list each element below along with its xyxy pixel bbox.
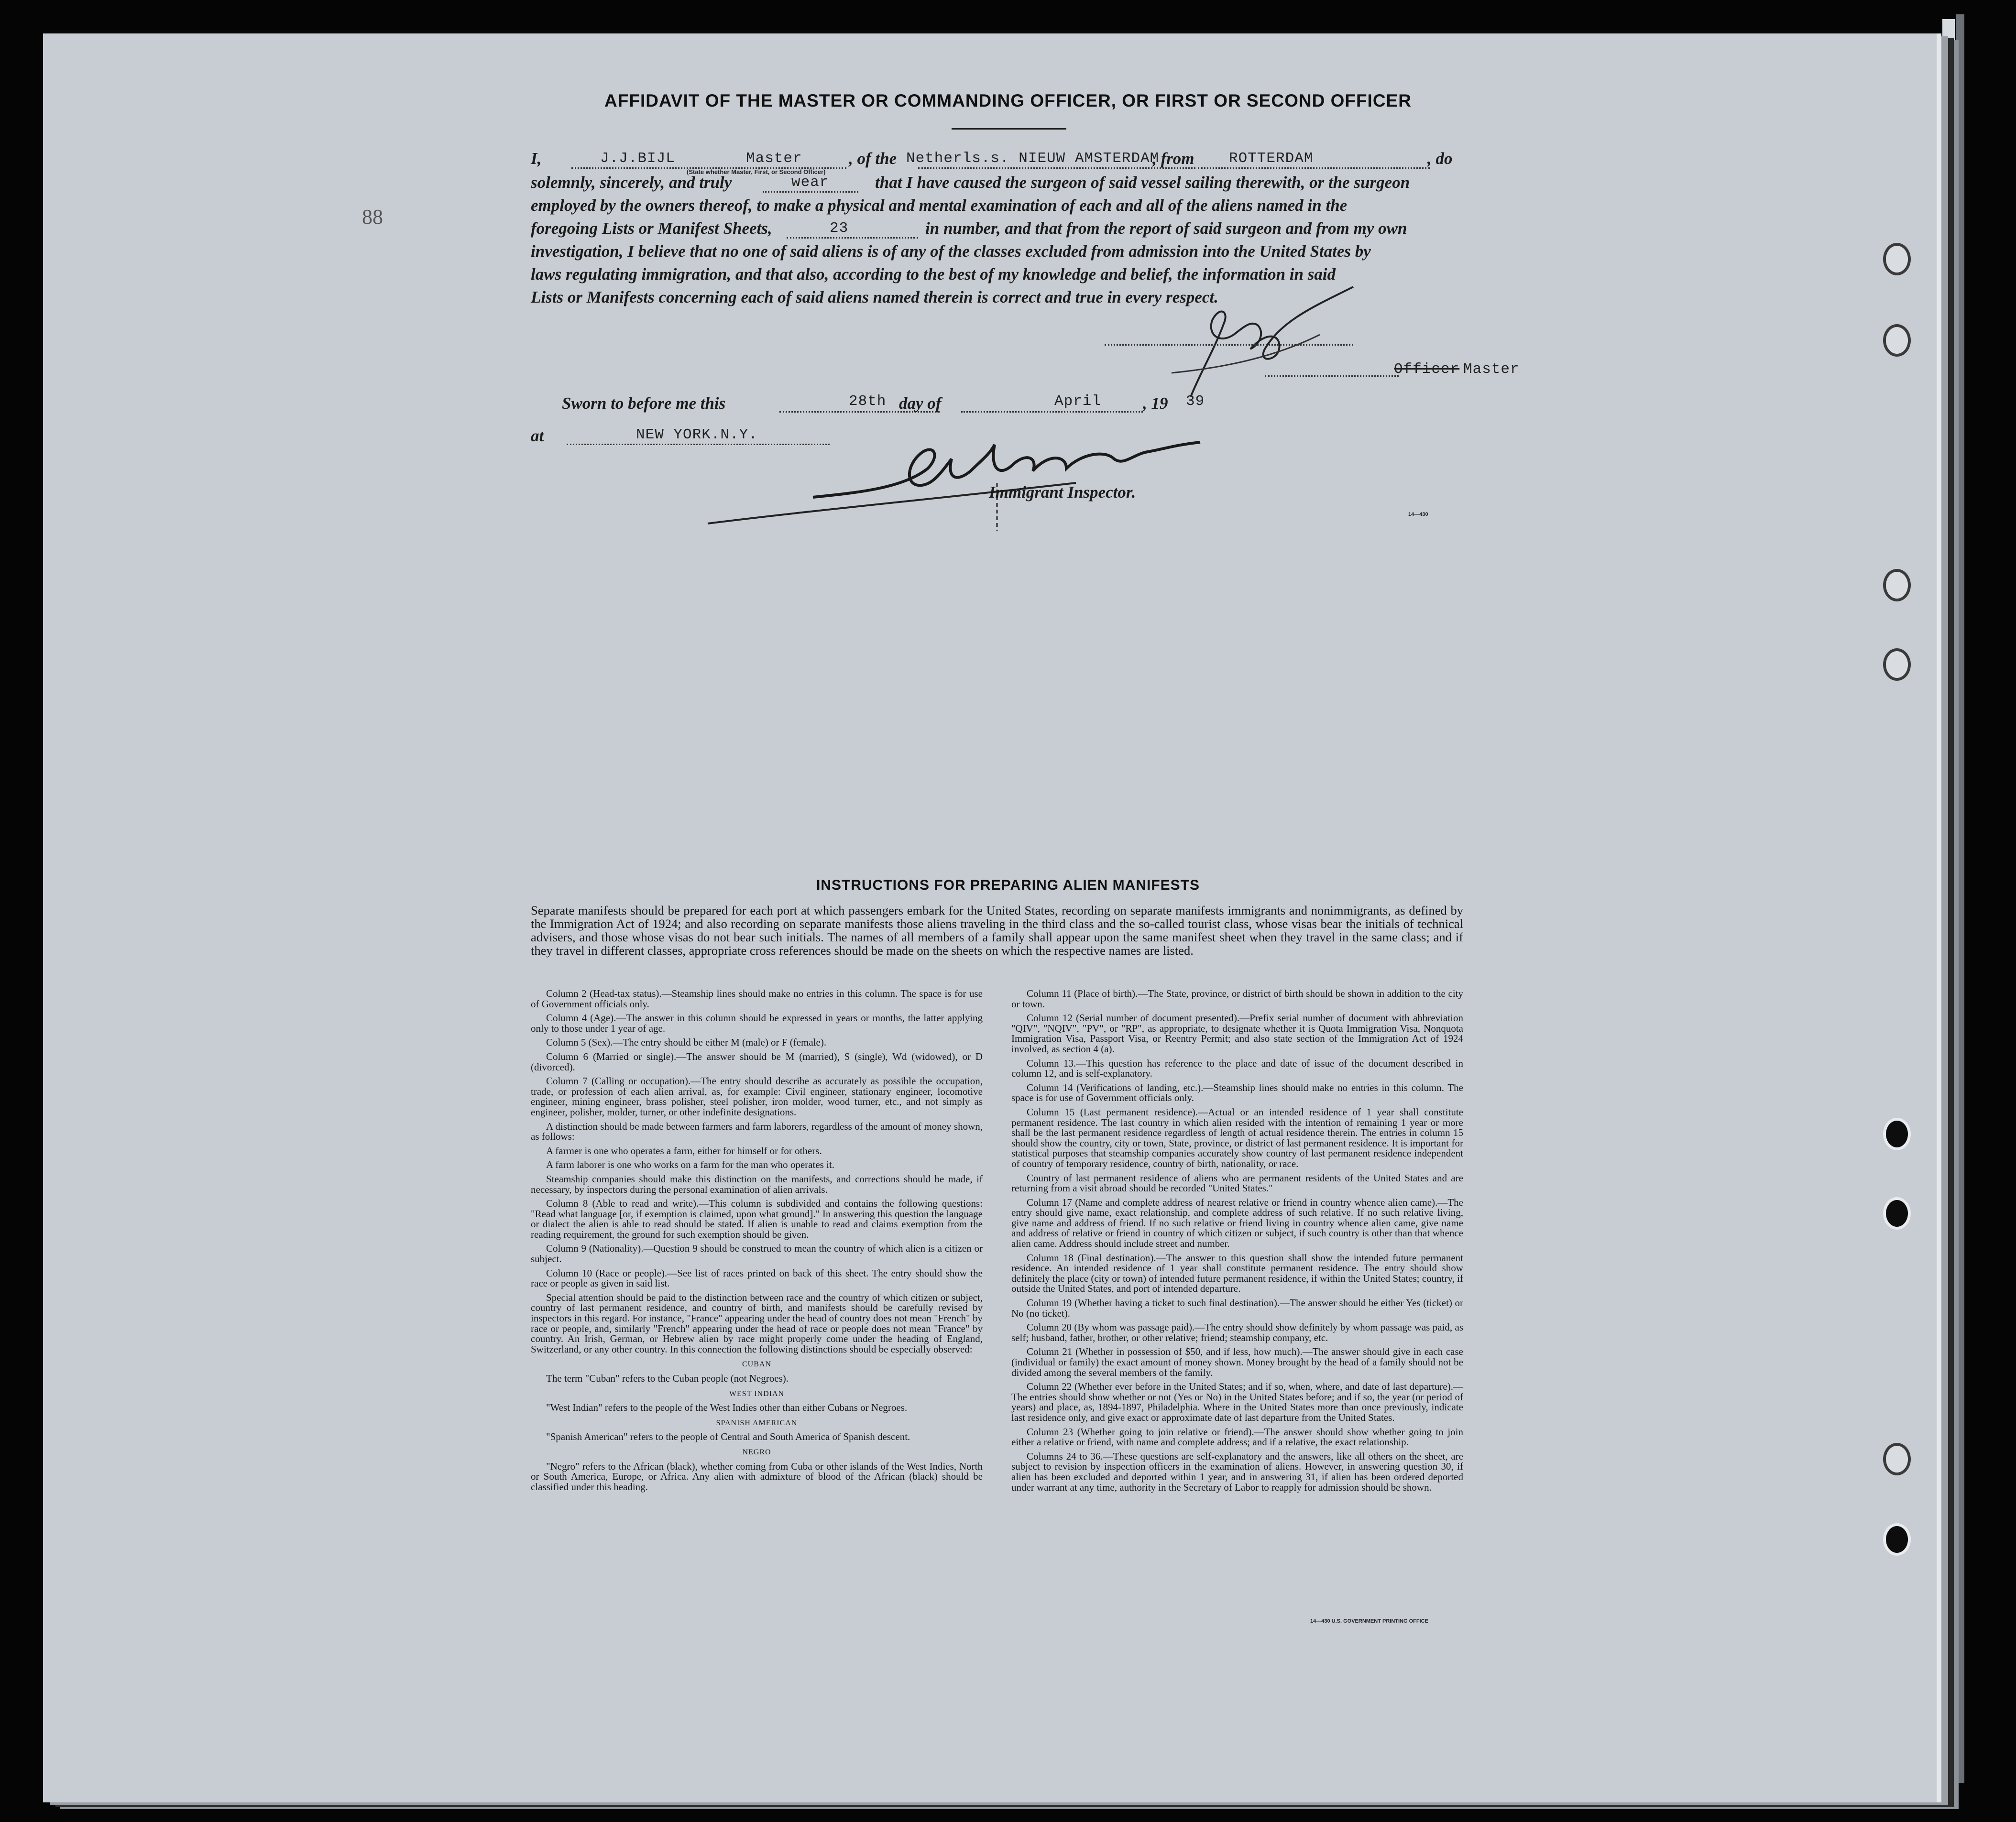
instructions-intro: Separate manifests should be prepared for each port at which passengers embark for the United States, recording on separate manifests immigrants and nonimmigrants, as defined by the Immigration Act of 1924; and also recording on separate manifests those aliens traveling in the third class and the so-called tourist class, whose visas bear the initials of technical advisers, and those whose visas do not bear such initials. The names of all members of a family shall appear upon the same manifest sheet when they travel in the same class; and if they travel in different classes, appropriate cross references should be made on the sheets on which the respective names are listed.: [531, 903, 1463, 958]
right-paragraph: Column 22 (Whether ever before in the United States; and if so, when, where, and date of last departure).—The entries should show whether or not (Yes or No) in the United States before; and if so, the year (or period of years) and place, as, 1894-1897, Philadelphia. Where in the United States more than once previously, indicate last residence only, and give exact or approximate date of last departure from the United States.: [1011, 1381, 1463, 1423]
left-paragraph: Column 8 (Able to read and write).—This column is subdivided and contains the following questions: "Read what language [or, if exemption is claimed, upon what ground]." In answering this question the language or dialect the alien is able to read should be stated. If alien is unable to read and claims exemption from the reading requirement, the ground for such exemption should be given.: [531, 1198, 983, 1240]
rank-note: (State whether Master, First, or Second Officer): [687, 168, 826, 175]
right-paragraph: Country of last permanent residence of aliens who are permanent residents of the United States and are returning from a visit abroad should be recorded "United States.": [1011, 1172, 1463, 1194]
officer-struck: Officer: [1394, 361, 1460, 378]
title-rule: [952, 128, 1066, 130]
right-paragraph: Column 20 (By whom was passage paid).—The entry should show definitely by whom passage was paid, as self; husband, father, brother, or other relative; friend; steamship company, etc.: [1011, 1321, 1463, 1343]
right-paragraph: Column 11 (Place of birth).—The State, province, or district of birth should be shown in addition to the city or town.: [1011, 988, 1463, 1010]
affidavit-line2a: solemnly, sincerely, and truly: [531, 173, 732, 192]
right-paragraph: Column 17 (Name and complete address of nearest relative or friend in country whence alien came).—The entry should give name, exact relationship, and complete address of such relative. If no such relative living, give name and address of friend. If no such relative or friend living in country whence alien came, give name and address of relative or friend in country of which citizen or subject, if such country is other than that whence alien came. Address should include street and number.: [1011, 1196, 1463, 1250]
month-line: [961, 411, 1143, 413]
cuban-heading: CUBAN: [742, 1360, 771, 1369]
right-paragraph: Column 12 (Serial number of document presented).—Prefix serial number of document with abbreviation "QIV", "NQIV", "PV", or "RP", as appropriate, to designate whether it is Quota Immigration Visa, Nonquota Immigration Visa, Passport Visa, or Reentry Permit; and also state section of the Immigration Act of 1924 involved, as section 4 (a).: [1011, 1012, 1463, 1055]
left-paragraph: A farm laborer is one who works on a farm for the man who operates it.: [546, 1159, 834, 1171]
affidavit-i: I,: [531, 149, 542, 168]
cuban-paragraph: The term "Cuban" refers to the Cuban people (not Negroes).: [546, 1373, 789, 1384]
instructions-left-column: [531, 989, 983, 1496]
punch-hole: [1883, 1118, 1911, 1150]
sheets-line: [787, 237, 918, 239]
affidavit-line3: employed by the owners thereof, to make a physical and mental examination of each and all of the aliens named in the: [531, 196, 1348, 215]
inspector-label: Immigrant Inspector.: [989, 483, 1136, 502]
left-paragraph: Column 10 (Race or people).—See list of races printed on back of this sheet. The entry should show the race or people as given in said list.: [531, 1267, 983, 1289]
printer-line: 14—430 U.S. GOVERNMENT PRINTING OFFICE: [1310, 1618, 1428, 1624]
year-prefix: , 19: [1143, 394, 1168, 413]
punch-hole: [1883, 1197, 1911, 1230]
right-paragraph: Columns 24 to 36.—These questions are self-explanatory and the answers, like all others on the sheet, are subject to revision by inspection officers in the examination of aliens. However, in answering question 30, if alien has been excluded and deported within 1 year, and in answering 31, if alien has been ordered deported under warrant at any time, authority in the Secretary of Labor to reapply for admission should be shown.: [1011, 1450, 1463, 1493]
at-text: at: [531, 426, 544, 445]
left-paragraph: Column 2 (Head-tax status).—Steamship lines should make no entries in this column. The space is for use of Government officials only.: [531, 988, 983, 1010]
west-indian-paragraph: "West Indian" refers to the people of the West Indies other than either Cubans or Negroes.: [546, 1402, 908, 1414]
affidavit-line4b: in number, and that from the report of said surgeon and from my own: [925, 219, 1407, 238]
master-signature: [1162, 277, 1363, 406]
month-field: April: [1054, 393, 1102, 410]
sheets-field: 23: [830, 220, 849, 237]
spanish-american-heading: SPANISH AMERICAN: [716, 1418, 798, 1427]
west-indian-heading: WEST INDIAN: [729, 1389, 785, 1398]
spanish-american-paragraph: "Spanish American" refers to the people of Central and South America of Spanish descent.: [546, 1431, 910, 1443]
master-name-field: J.J.BIJL: [600, 150, 675, 167]
port-line: [1198, 167, 1430, 169]
form-number: 14—430: [1408, 512, 1428, 517]
right-paragraph: Column 23 (Whether going to join relative or friend).—The answer should show whether going to join either a relative or friend, with name and complete address; and if a relative, the exact relationship.: [1011, 1426, 1463, 1448]
left-paragraph: Column 6 (Married or single).—The answer should be M (married), S (single), Wd (widowed), or D (divorced).: [531, 1050, 983, 1073]
year-field: 39: [1186, 393, 1205, 410]
affidavit-line2b: that I have caused the surgeon of said vessel sailing therewith, or the surgeon: [875, 173, 1410, 192]
margin-page-number: 88: [362, 205, 383, 229]
punch-hole: [1883, 324, 1911, 357]
affidavit-line6: laws regulating immigration, and that also, according to the best of my knowledge and belief, the information in said: [531, 265, 1336, 284]
negro-paragraph: "Negro" refers to the African (black), whether coming from Cuba or other islands of the West Indies, North or South America, Europe, or Africa. Any alien with admixture of blood of the African (black) should be classified under this heading.: [531, 1460, 983, 1493]
right-paragraph: Column 18 (Final destination).—The answer to this question shall show the intended future permanent residence. An intended residence of 1 year shall constitute permanent residence. The entry should show definitely the place (city or town) of intended future permanent residence, if within the United States; country, if outside the United States, and port of intended departure.: [1011, 1252, 1463, 1295]
punch-hole: [1883, 1443, 1911, 1475]
right-paragraph: Column 19 (Whether having a ticket to such final destination).—The answer should be either Yes (ticket) or No (no ticket).: [1011, 1297, 1463, 1319]
left-paragraph: Column 5 (Sex).—The entry should be either M (male) or F (female).: [546, 1036, 827, 1048]
right-paragraph: Column 14 (Verifications of landing, etc.).—Steamship lines should make no entries in this column. The space is for use of Government officials only.: [1011, 1081, 1463, 1104]
affidavit-line5: investigation, I believe that no one of said aliens is of any of the classes excluded from admission into the United States by: [531, 242, 1371, 261]
punch-hole: [1883, 1523, 1911, 1556]
affidavit-line4a: foregoing Lists or Manifest Sheets,: [531, 219, 772, 238]
swear-field: wear: [791, 174, 829, 191]
place-field: NEW YORK.N.Y.: [636, 426, 758, 443]
sworn-text: Sworn to before me this: [562, 394, 726, 413]
affidavit-line7: Lists or Manifests concerning each of said aliens named therein is correct and true in every respect.: [531, 288, 1218, 306]
punch-hole: [1883, 569, 1911, 601]
page-edge: [1942, 19, 1955, 1807]
vessel-field: Netherls.s. NIEUW AMSTERDAM: [906, 150, 1160, 167]
punch-hole: [1883, 648, 1911, 681]
affidavit-do: , do: [1427, 149, 1453, 168]
signature-line: [1105, 344, 1353, 346]
affidavit-of-the: , of the: [849, 149, 897, 168]
left-paragraph: A farmer is one who operates a farm, either for himself or for others.: [546, 1145, 822, 1156]
rank-field: Master: [746, 150, 802, 167]
officer-line: [1265, 375, 1399, 377]
swear-line: [763, 191, 858, 193]
officer-title: Master: [1463, 361, 1520, 378]
left-paragraph: Steamship companies should make this distinction on the manifests, and corrections should be made, if necessary, by inspectors during the personal examination of alien arrivals.: [531, 1173, 983, 1195]
inspector-signature: [703, 425, 1262, 531]
left-paragraph: Column 9 (Nationality).—Question 9 should be construed to mean the country of which alien is a citizen or subject.: [531, 1243, 983, 1265]
affidavit-from: , from: [1152, 149, 1194, 168]
day-field: 28th: [849, 393, 887, 410]
left-paragraph: Special attention should be paid to the distinction between race and the country of which citizen or subject, country of last permanent residence, and country of birth, and manifests should be carefully revised by inspectors in this regard. For instance, "France" appearing under the head of country does not mean "French" by race or people, and, similarly "French" appearing under the head of race or people does not mean "France" by country. An Irish, German, or Hebrew alien by race might properly come under the heading of England, Switzerland, or any other country. In this connection the following distinctions should be especially observed:: [531, 1291, 983, 1355]
negro-heading: NEGRO: [742, 1448, 771, 1456]
right-paragraph: Column 13.—This question has reference to the place and date of issue of the document described in column 12, and is self-explanatory.: [1011, 1057, 1463, 1080]
left-paragraph: Column 4 (Age).—The answer in this column should be expressed in years or months, the latter applying only to those under 1 year of age.: [531, 1012, 983, 1034]
right-paragraph: Column 15 (Last permanent residence).—Actual or an intended residence of 1 year shall constitute permanent residence. The last country in which alien resided with the intention of remaining 1 year or more shall be the last permanent residence regardless of length of actual residence therein. The entries in column 15 should show the country, city or town, State, province, or district of last permanent residence. It is important for statistical purposes that steamship companies accurately show country of last permanent residence independent of country of temporary residence, country of birth, nationality, or race.: [1011, 1106, 1463, 1169]
punch-hole: [1883, 243, 1911, 275]
port-field: ROTTERDAM: [1229, 150, 1314, 167]
instructions-title: INSTRUCTIONS FOR PREPARING ALIEN MANIFESTS: [816, 877, 1200, 893]
right-paragraph: Column 21 (Whether in possession of $50, and if less, how much).—The answer should give in each case (individual or family) the exact amount of money shown. Money brought by the head of a family should not be divided among the several members of the family.: [1011, 1346, 1463, 1378]
left-paragraph: A distinction should be made between farmers and farm laborers, regardless of the amount of money shown, as follows:: [531, 1120, 983, 1143]
left-paragraph: Column 7 (Calling or occupation).—The entry should describe as accurately as possible the occupation, trade, or profession of each alien arrival, as, for example: Civil engineer, stationary engineer, locomotive engineer, mining engineer, brass polisher, steel polisher, iron molder, wood turner, etc., and not simply as engineer, polisher, molder, turner, or other indefinite designations.: [531, 1075, 983, 1118]
instructions-right-column: [1011, 989, 1463, 1496]
day-of-text: day of: [899, 394, 942, 413]
page-edge-shadow: [1956, 14, 1964, 1783]
affidavit-title: AFFIDAVIT OF THE MASTER OR COMMANDING OFFICER, OR FIRST OR SECOND OFFICER: [604, 91, 1412, 110]
